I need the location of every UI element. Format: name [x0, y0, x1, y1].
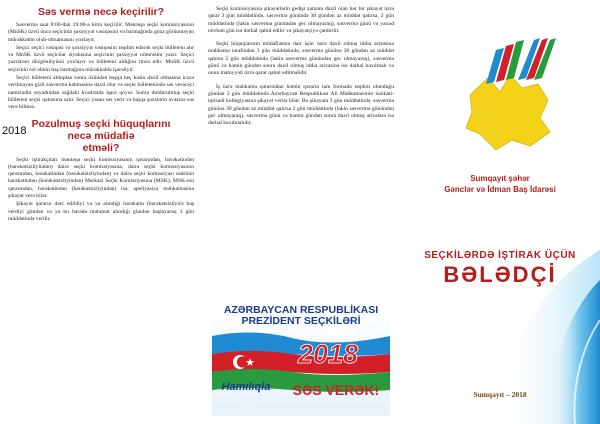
- heading-how-voting-works: Səs vermə necə keçirilir?: [37, 6, 165, 18]
- banner-slogan-2: SƏS VERƏK!: [292, 382, 380, 398]
- map-logo-icon: [466, 38, 556, 150]
- election-banner: [212, 302, 390, 416]
- left-panel: [0, 0, 200, 424]
- organization-line-1: Sumqayıt şəhər: [470, 174, 530, 183]
- rights-paragraph-1: Seçki iştirakçıları məntəqə seçki komissiyasının qərarından, hərəkətindən (hərəkətsizliyindən) dairə seçki komissiyasına, dairə seçki komissiyasının qərarından, hərəkətindən (hərəkətsizliyindən) və dairə seçki komissiyası sədrinin hərəkətindən (hərəkətsizliyindən) Mərkəzi Seçki Komissiyasına (MSK), MSK-nın qərarından, hərəkətindən (hərəkətsizliyindən) isə, apellyasiya məhkəməsinə şikayət verə bilər.: [8, 156, 194, 200]
- cover-footer: Sumqayıt – 2018: [473, 390, 527, 399]
- banner-date: 11 APREL: [310, 328, 358, 339]
- banner-line1: AZƏRBAYCAN RESPUBLİKASI: [223, 304, 379, 316]
- organization-line-2: Gənclər və İdman Baş İdarəsi: [444, 185, 556, 194]
- cover-background: [400, 0, 600, 424]
- banner-year: 2018: [297, 339, 359, 369]
- voting-paragraph-3: Seçici bülleteni aldıqdan sonra özündən başqa heç kəsin daxil olmasına icazə verilməyən gizli səsvermə kabinəsinə daxil olur və seçki bülletenində səs verəcəyi namizədin soyadından sağdakı kvadratda işarə qoyur. Sonra doldurulmuş seçki bülleteni seçki qutusuna salır. Seçici yəsan səs verir və başqa şəxslərin əvəzinə səs verə bilməz.: [8, 75, 194, 111]
- banner-line2: PREZİDENT SEÇKİLƏRİ: [241, 315, 361, 327]
- court-claims-paragraph: Seçki hüquqlarının müdafiəsinə dair işlər üzrə daxil olmuş iddia ərizəsinə məhkəmə tərəfindən 3 gün müddətində, səsvermə gününə 30 gündən az müddət qalırsa 2 gün müddətində (lakin səsvermə günündən gec olmayaraq), səsvermə günü və həmin gündən sonra daxil olmuş iddia ərizəsinə isə dərhal baxılmalı və onun mahiyyəti üzrə qərar qəbul edilməlidir.: [208, 41, 394, 77]
- voting-paragraph-2: Seçici seçici vəsiqəsi və şəxsiyyət vəsiqəsini təqdim edərək seçki bülleteni alır və MnSK üzvü seçicilər siyahısına seçicinin şəxsiyyət nömrəsini yazır. Seçici yazılarını düzgünlüyünü yoxlayır və bülleteni aldığını imza edir. MnSK üzvü seçicinin sol əlinin baş barmağına mürəkkəblə işarəliyir.: [8, 44, 194, 73]
- guide-title: BƏLƏDÇİ: [443, 262, 557, 287]
- guide-subtitle: SEÇKİLƏRDƏ İŞTİRAK ÜÇÜN: [424, 250, 576, 261]
- voting-paragraph-1: Səsvermə saat 8:00-dan 19:00-a kimi keçirilir. Məntəqə seçki komissiyasının (MnSK) üzvü öncə seçicinin şəxsiyyət vəsiqəsini və barmağında göza görünməyən mürəkkəbin olub-olmamasını yoxlayır.: [8, 22, 194, 43]
- heading-rights-protection-2: necə müdafiə: [67, 129, 135, 142]
- complaints-paragraph: Seçki komissiyasına şikayətlərin gedişi zamanı daxil olan hər bir şikayət üzrə qərar 3 gün müddətində, səsvermə günündə 30 gündən az müddət qalırsa, 2 gün müddətində (lakin səsvermə günündən gec olmayaraq), səsvermə günü və yaxud növbəti gün isə dərhal qəbul edilir və şikayətçiyə çatdırılır.: [208, 6, 394, 34]
- banner-slogan-1: Hamılıqla: [221, 381, 271, 393]
- heading-rights-protection-3: etməli?: [82, 141, 120, 154]
- heading-rights-protection-1: Pozulmuş seçki hüquqlarını: [31, 117, 171, 130]
- supreme-court-paragraph: İş üzrə məhkəmə qərarından həmin qərarın tam formada təqdim olunduğu gündən 3 gün müddətində Azərbaycan Respublikası Ali Məhkəməsinin inzibati-iqtisadi kollegiyasına şikayət verilə bilər. Bu şikayətə 3 gün müddətində, səsvermə gününə 30 gündən az müddət qalırsa 2 gün müddətində (lakin səsvermə günündən gec olmayaraq), səsvermə günü və həmin gündən sonra daxil olmuş ərizələrə isə dərhal baxılmalıdır.: [208, 83, 394, 127]
- rights-paragraph-2: Şikayət qərarın dərc edildiyi və ya alındığı hərəkətin (hərəkətsizliyin) baş verdiyi gündən və ya bu barədə məlumat alındığı gündən başlayaraq 3 gün müddətində verilir.: [8, 201, 194, 222]
- year-stamp: 2018: [2, 125, 27, 137]
- cover-panel: [400, 0, 600, 424]
